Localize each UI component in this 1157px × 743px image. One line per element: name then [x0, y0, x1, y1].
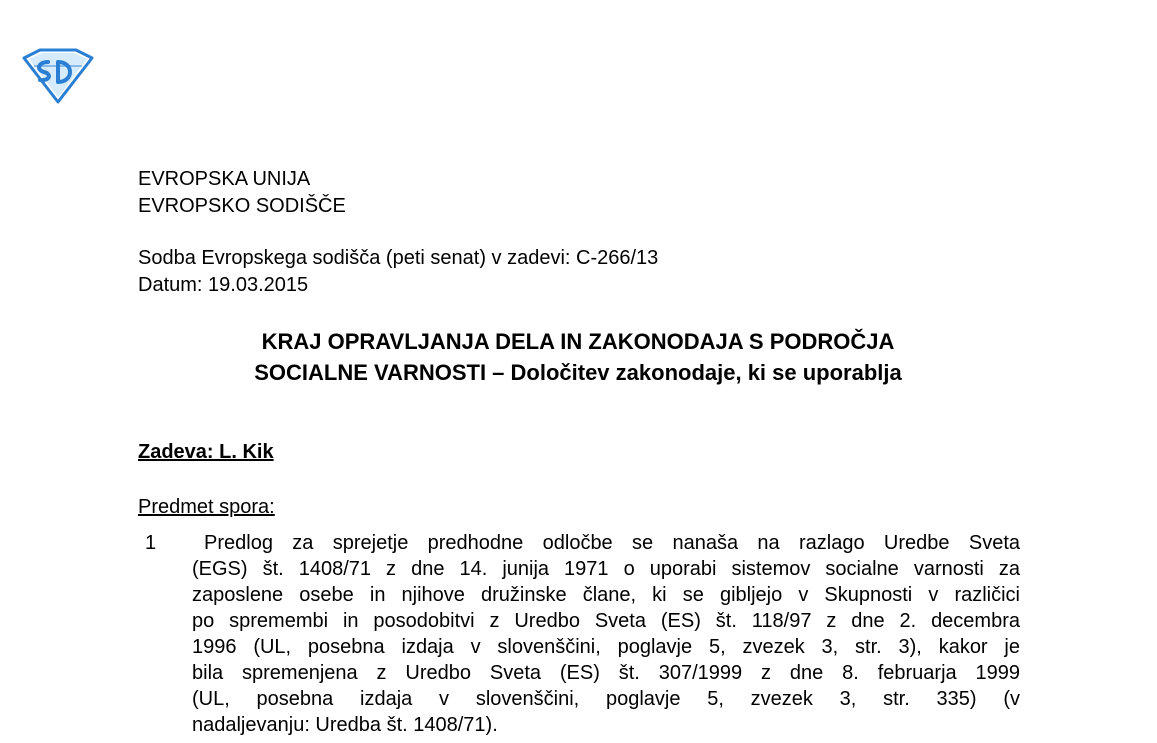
- paragraph-line: nadaljevanju: Uredba št. 1408/71).: [192, 714, 498, 736]
- title-line-2: SOCIALNE VARNOSTI – Določitev zakonodaje, ki se uporablja: [254, 360, 902, 385]
- case-date: Datum: 19.03.2015: [138, 274, 309, 296]
- paragraph-line: po spremembi in posodobitvi z Uredbo Sveta (ES) št. 118/97 z dne 2. decembra: [192, 610, 1020, 632]
- case-party: Zadeva: L. Kik: [138, 441, 274, 463]
- paragraph-body: [192, 530, 1020, 738]
- document-title: [138, 326, 1018, 388]
- paragraph-line: 1996 (UL, posebna izdaja v slovenščini, poglavje 5, zvezek 3, str. 3), kakor je: [192, 636, 1020, 658]
- paragraph-line: (EGS) št. 1408/71 z dne 14. junija 1971 o uporabi sistemov socialne varnosti za: [192, 558, 1020, 580]
- court-header: [138, 166, 346, 220]
- paragraph-line: (UL, posebna izdaja v slovenščini, poglavje 5, zvezek 3, str. 335) (v: [192, 688, 1020, 710]
- title-line-1: KRAJ OPRAVLJANJA DELA IN ZAKONODAJA S PODROČJA: [261, 329, 895, 354]
- paragraph-line: bila spremenjena z Uredbo Sveta (ES) št. 307/1999 z dne 8. februarja 1999: [192, 662, 1020, 684]
- paragraph-line: Predlog za sprejetje predhodne odločbe se nanaša na razlago Uredbe Sveta: [204, 532, 1020, 554]
- case-reference: Sodba Evropskega sodišča (peti senat) v zadevi: C-266/13: [138, 247, 659, 269]
- paragraph-number: 1: [145, 532, 157, 554]
- header-court: EVROPSKO SODIŠČE: [138, 195, 346, 217]
- subject-heading: Predmet spora:: [138, 496, 275, 518]
- case-info: [138, 245, 658, 299]
- sd-diamond-logo-icon: [20, 48, 96, 104]
- paragraph-line: zaposlene osebe in njihove družinske člane, ki se gibljejo v Skupnosti v različici: [192, 584, 1020, 606]
- sd-logo: [20, 48, 96, 104]
- header-union: EVROPSKA UNIJA: [138, 168, 311, 190]
